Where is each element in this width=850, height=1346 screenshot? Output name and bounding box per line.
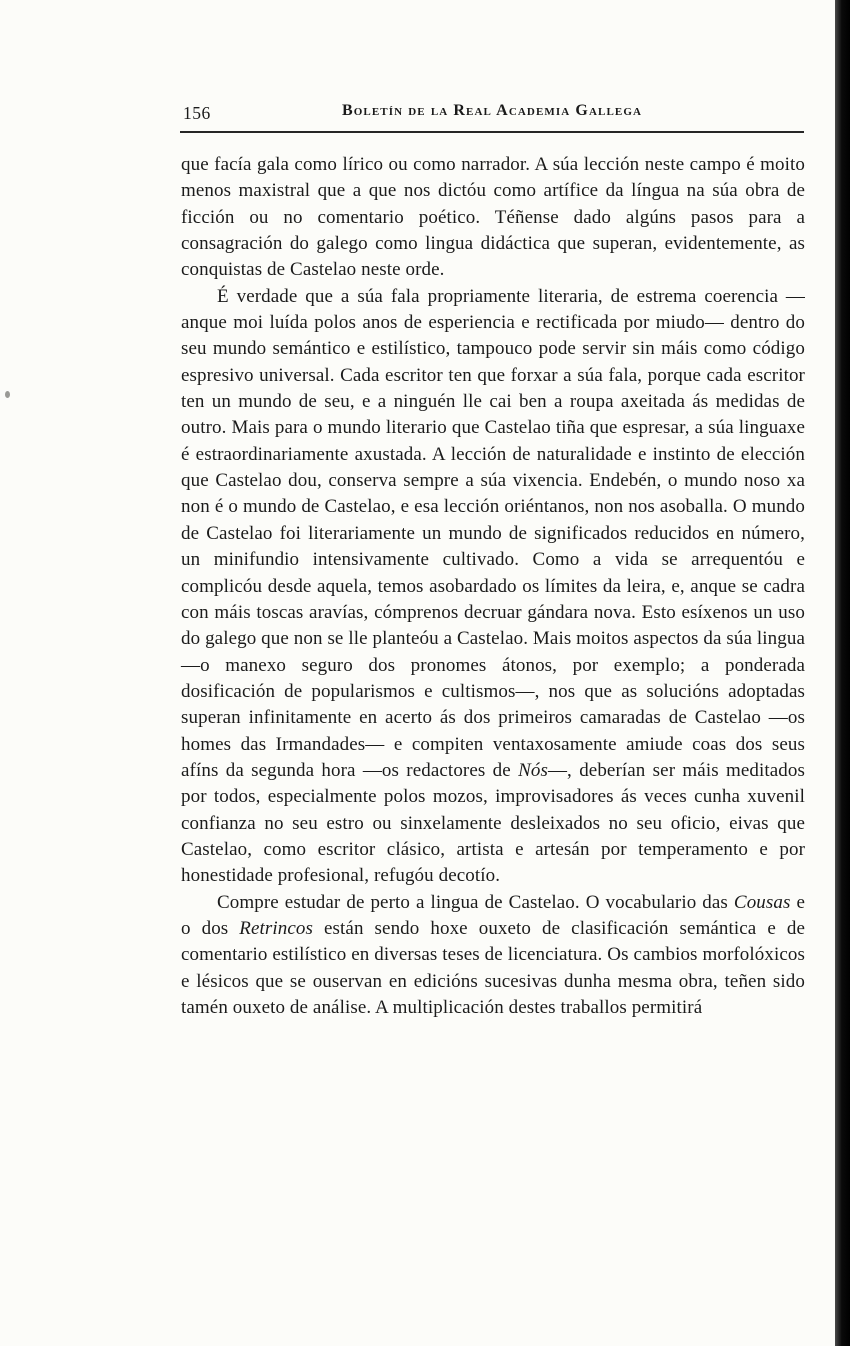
text-segment: están sendo hoxe ouxeto de clasificación semántica e de comentario estilístico en diversas teses de licenciatura. Os cambios morfolóxicos e lésicos que se ouservan en edicións sucesivas dunha mesma obra, teñen sido tamén ouxeto de análise. A multiplicación destes traballos permitirá (181, 917, 805, 1018)
paragraph (181, 284, 805, 890)
paragraph (181, 152, 805, 284)
paragraph (181, 890, 805, 1022)
text-body (181, 152, 805, 1021)
page-number: 156 (183, 103, 211, 123)
text-segment: e o dos (181, 891, 805, 939)
header-title: Boletín de la Real Academia Gallega (341, 102, 643, 119)
italic-text-segment: Retrincos (239, 917, 314, 939)
text-segment: —, deberían ser máis meditados por todos, especialmente polos mozos, improvisadores ás veces cunha xuvenil confianza no seu estro ou sinxelamente desleixados no seu oficio, eivas que Castelao, como escritor clásico, artista e artesán por temperamento e por honestidade profesional, refugóu decotío. (181, 759, 805, 887)
text-segment: É verdade que a súa fala propriamente literaria, de estrema coerencia —anque moi luída polos anos de esperiencia e rectificada por miudo— dentro do seu mundo semántico e estilístico, tampouco pode servir sin máis como código espresivo universal. Cada escritor ten que forxar a súa fala, porque cada escritor ten un mundo de seu, e a ninguén lle cai ben a roupa axeitada ás medidas de outro. Mais para o mundo literario que Castelao tiña que espresar, a súa linguaxe é estraordinariamente axustada. A lección de naturalidade e instinto de elección que Castelao dou, conserva sempre a súa vixencia. Endebén, o mundo noso xa non é o mundo de Castelao, e esa lección oriéntanos, non nos asoballa. O mundo de Castelao foi literariamente un mundo de significados reducidos en número, un minifundio intensivamente cultivado. Como a vida se arrequentóu e complicóu desde aquela, temos asobardado os límites da leira, e, anque se cadra con máis toscas aravías, cómprenos decruar gándara nova. Esto esíxenos un uso do galego que non se lle planteóu a Castelao. Mais moitos aspectos da súa lingua —o manexo seguro dos pronomes átonos, por exemplo; a ponderada dosificación de popularismos e cultismos—, nos que as solucións adoptadas superan infinitamente en acerto ás dos primeiros camaradas de Castelao —os homes das Irmandades— e compiten ventaxosamente amiude coas dos seus afíns da segunda hora —os redactores de (181, 285, 805, 781)
text-segment: que facía gala como lírico ou como narrador. A súa lección neste campo é moito menos maxistral que a que nos dictóu como artífice da língua na súa obra de ficción ou no comentario poético. Téñense dado algúns pasos para a consagración do galego como lingua didáctica que superan, evidentemente, as conquistas de Castelao neste orde. (181, 154, 805, 281)
text-segment: Compre estudar de perto a lingua de Castelao. O vocabulario das (217, 891, 734, 913)
scan-edge-artifact (835, 0, 850, 1346)
scan-speck-artifact (5, 391, 10, 398)
italic-text-segment: Nós (518, 759, 548, 781)
page-header (181, 102, 803, 128)
header-rule (180, 131, 804, 133)
italic-text-segment: Cousas (733, 891, 791, 913)
